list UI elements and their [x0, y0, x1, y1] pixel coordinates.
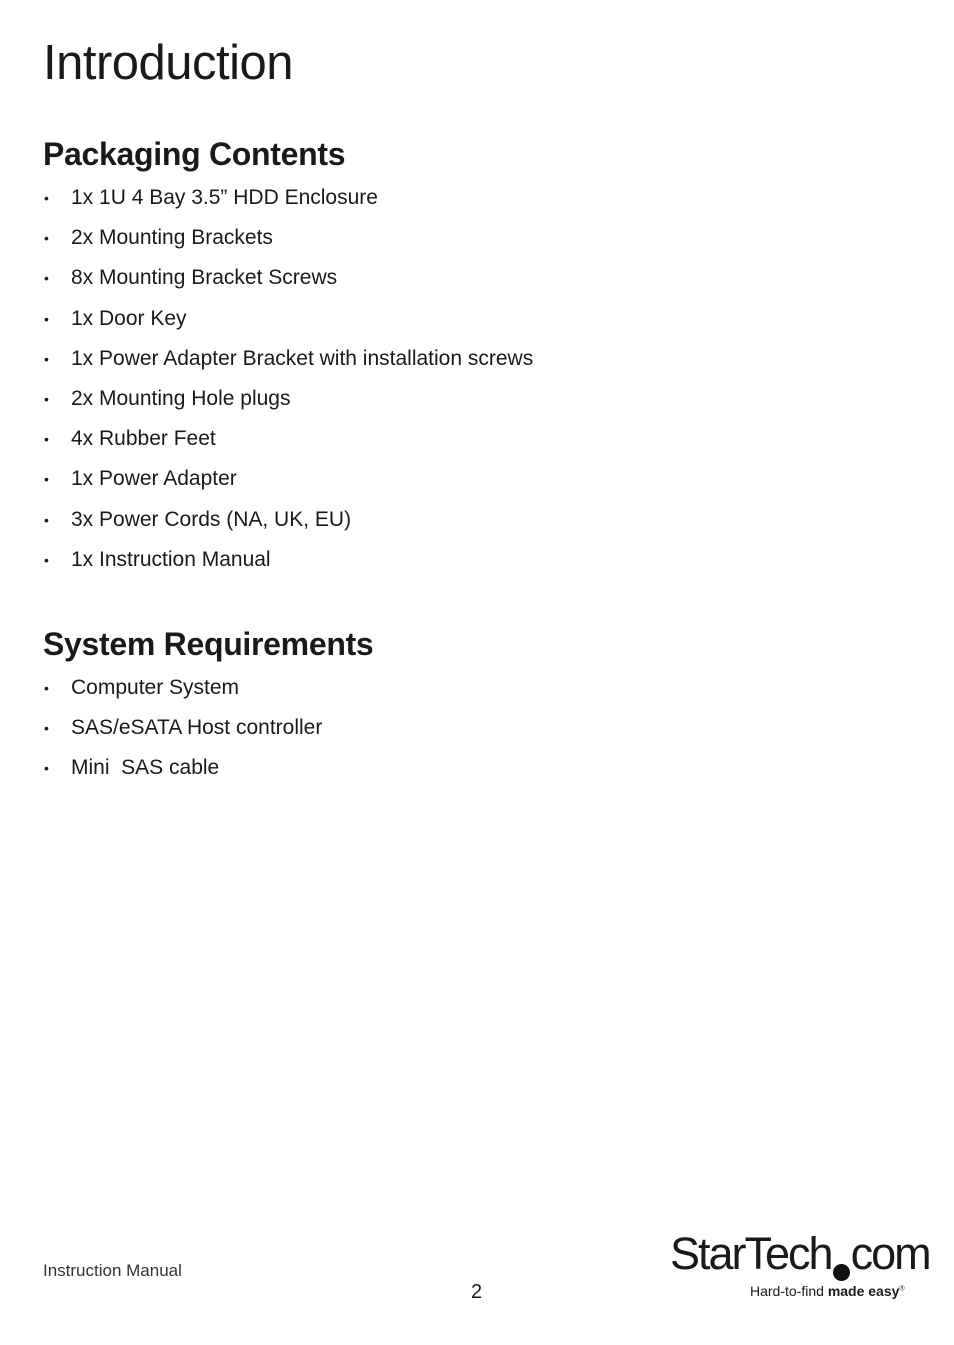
list-item-text: SAS/eSATA Host controller [71, 716, 323, 740]
packaging-contents-list [43, 185, 533, 587]
list-item [43, 426, 533, 466]
system-requirements-list [43, 675, 322, 796]
system-requirements-heading: System Requirements [43, 626, 374, 662]
list-item [43, 265, 533, 305]
logo-tagline-bold: made easy [827, 1283, 900, 1299]
bullet-icon: • [44, 471, 49, 488]
page-number: 2 [471, 1281, 483, 1303]
list-item [43, 675, 322, 715]
list-item [43, 466, 533, 506]
bullet-icon: • [44, 680, 49, 696]
list-item-text: 1x Door Key [71, 306, 187, 330]
packaging-contents-heading: Packaging Contents [43, 136, 346, 172]
list-item-text: 2x Mounting Hole plugs [71, 386, 291, 410]
list-item [43, 306, 533, 346]
footer-document-title: Instruction Manual [43, 1261, 182, 1280]
bullet-icon: • [44, 511, 49, 528]
list-item-text: 4x Rubber Feet [71, 427, 216, 451]
list-item [43, 755, 322, 795]
logo-wordmark [670, 1228, 930, 1281]
registered-mark: ® [899, 1285, 905, 1293]
list-item [43, 225, 533, 265]
list-item-text: 2x Mounting Brackets [71, 226, 273, 250]
bullet-icon: • [44, 350, 49, 367]
bullet-icon: • [44, 431, 49, 448]
logo-name-part1: StarTech [670, 1228, 832, 1279]
list-item-text: 1x 1U 4 Bay 3.5” HDD Enclosure [71, 186, 378, 209]
logo-dot-icon [833, 1264, 850, 1281]
list-item [43, 386, 533, 426]
list-item [43, 346, 533, 386]
list-item-text: Computer System [71, 676, 240, 699]
list-item-text: 1x Power Adapter [71, 467, 237, 491]
logo-tagline-regular: Hard-to-find [750, 1283, 828, 1299]
bullet-icon: • [44, 551, 49, 568]
list-item-text: 1x Power Adapter Bracket with installation screws [71, 346, 534, 370]
startech-logo [670, 1228, 930, 1308]
bullet-icon: • [44, 390, 49, 407]
bullet-icon: • [44, 720, 49, 737]
bullet-icon: • [44, 760, 49, 777]
list-item-text: Mini SAS cable [71, 756, 220, 780]
logo-tagline [750, 1283, 905, 1299]
bullet-icon: • [44, 230, 49, 247]
logo-name-part2: com [850, 1228, 930, 1279]
bullet-icon: • [44, 270, 49, 287]
list-item [43, 185, 533, 225]
page-title: Introduction [43, 36, 294, 90]
list-item-text: 3x Power Cords (NA, UK, EU) [71, 507, 352, 531]
list-item-text: 8x Mounting Bracket Screws [71, 266, 338, 290]
bullet-icon: • [44, 310, 49, 327]
list-item [43, 547, 533, 587]
list-item [43, 715, 322, 755]
list-item [43, 507, 533, 547]
list-item-text: 1x Instruction Manual [71, 547, 271, 571]
bullet-icon: • [44, 190, 49, 206]
